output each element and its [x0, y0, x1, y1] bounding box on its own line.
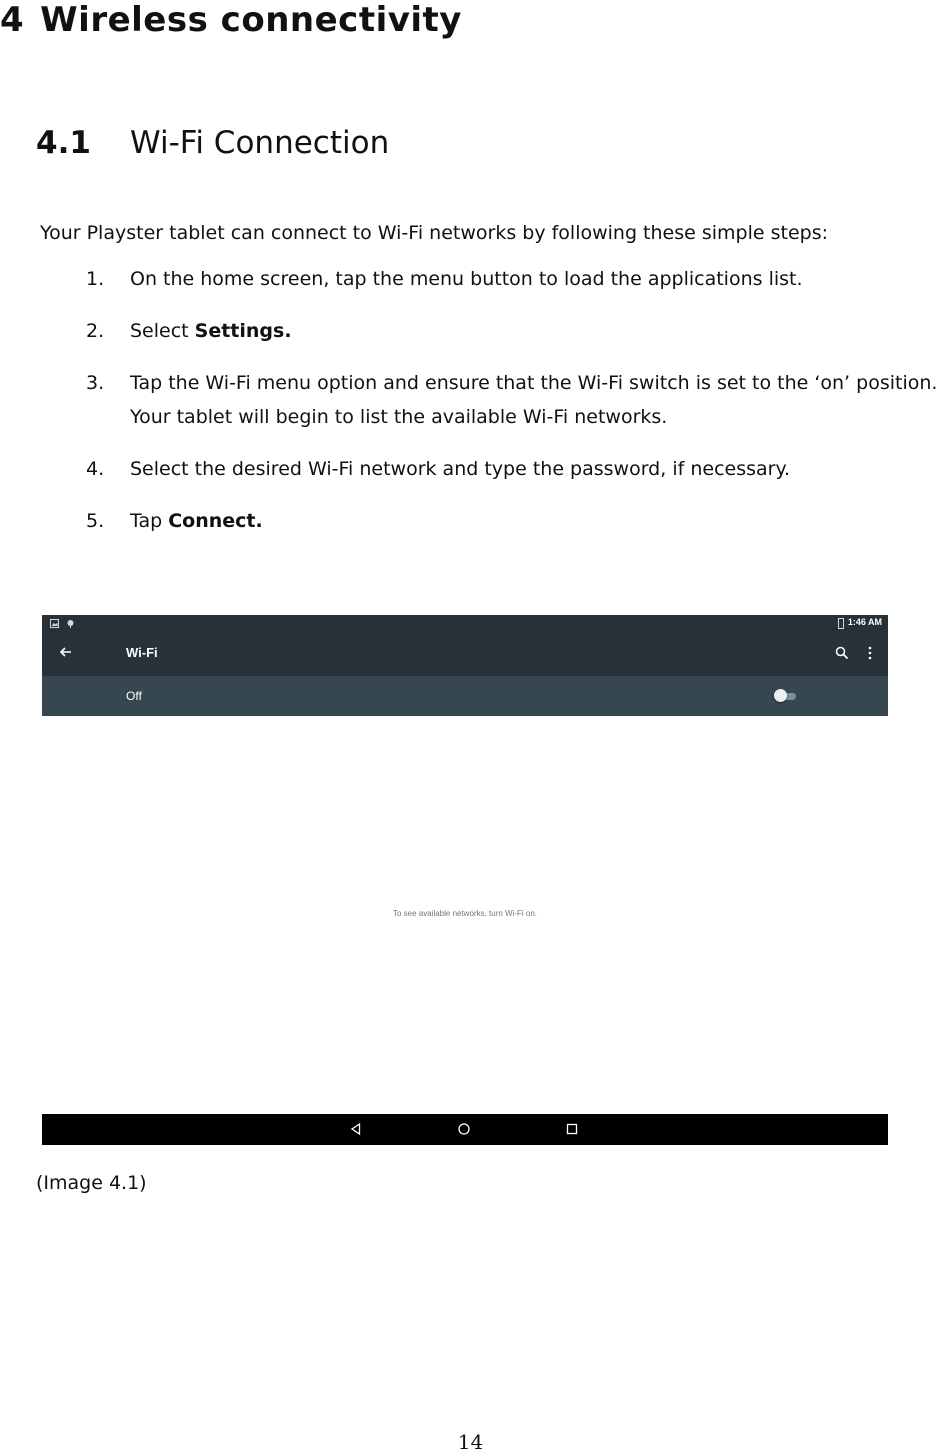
- step-text: On the home screen, tap the menu button to load the applications list.: [130, 268, 803, 290]
- chapter-number: 4: [0, 0, 25, 40]
- more-vert-icon[interactable]: [866, 645, 874, 661]
- step-number: 2.: [86, 320, 105, 342]
- step-number: 1.: [86, 268, 105, 290]
- wifi-switch-bar[interactable]: [42, 676, 888, 716]
- search-icon[interactable]: [834, 645, 850, 661]
- step-text: Select: [130, 320, 195, 342]
- step-item: [86, 314, 941, 348]
- navigation-bar: [42, 1114, 888, 1145]
- chapter-title: Wireless connectivity: [40, 0, 462, 40]
- section-title: Wi-Fi Connection: [130, 125, 390, 161]
- android-debug-icon: [66, 619, 75, 628]
- step-item: [86, 262, 941, 296]
- section-heading: [36, 125, 389, 161]
- image-icon: [50, 619, 59, 628]
- step-bold-text: Settings.: [194, 320, 292, 342]
- app-bar: [42, 633, 888, 676]
- step-item: [86, 452, 941, 486]
- page-number: 14: [457, 1430, 484, 1454]
- status-bar: [42, 615, 888, 633]
- wifi-settings-screenshot: [42, 615, 888, 1145]
- back-arrow-icon[interactable]: [56, 642, 76, 662]
- step-number: 4.: [86, 458, 105, 480]
- step-text: Select the desired Wi-Fi network and type the password, if necessary.: [130, 458, 791, 480]
- nav-recents-icon[interactable]: [564, 1121, 580, 1137]
- step-item: [86, 504, 941, 538]
- section-number: 4.1: [36, 125, 91, 161]
- toggle-thumb: [774, 689, 787, 702]
- steps-list: [86, 262, 941, 556]
- empty-networks-message: To see available networks, turn Wi-Fi on.: [392, 909, 538, 918]
- image-caption: (Image 4.1): [36, 1172, 147, 1194]
- wifi-switch-label: Off: [126, 689, 142, 703]
- status-time: 1:46 AM: [847, 617, 882, 627]
- intro-paragraph: Your Playster tablet can connect to Wi-Fi networks by following these simple steps:: [40, 222, 829, 244]
- step-text: Tap the Wi-Fi menu option and ensure that the Wi-Fi switch is set to the ‘on’ position. Your tablet will begin to list the available Wi-Fi networks.: [130, 372, 938, 428]
- step-bold-text: Connect.: [168, 510, 263, 532]
- step-text: Tap: [130, 510, 169, 532]
- wifi-toggle[interactable]: [774, 689, 798, 703]
- step-number: 5.: [86, 510, 105, 532]
- nav-home-icon[interactable]: [456, 1121, 472, 1137]
- nav-back-icon[interactable]: [348, 1121, 364, 1137]
- battery-icon: [838, 618, 844, 629]
- step-number: 3.: [86, 372, 105, 394]
- step-item: [86, 366, 941, 434]
- app-bar-title: Wi-Fi: [126, 645, 158, 660]
- chapter-heading: [0, 0, 462, 40]
